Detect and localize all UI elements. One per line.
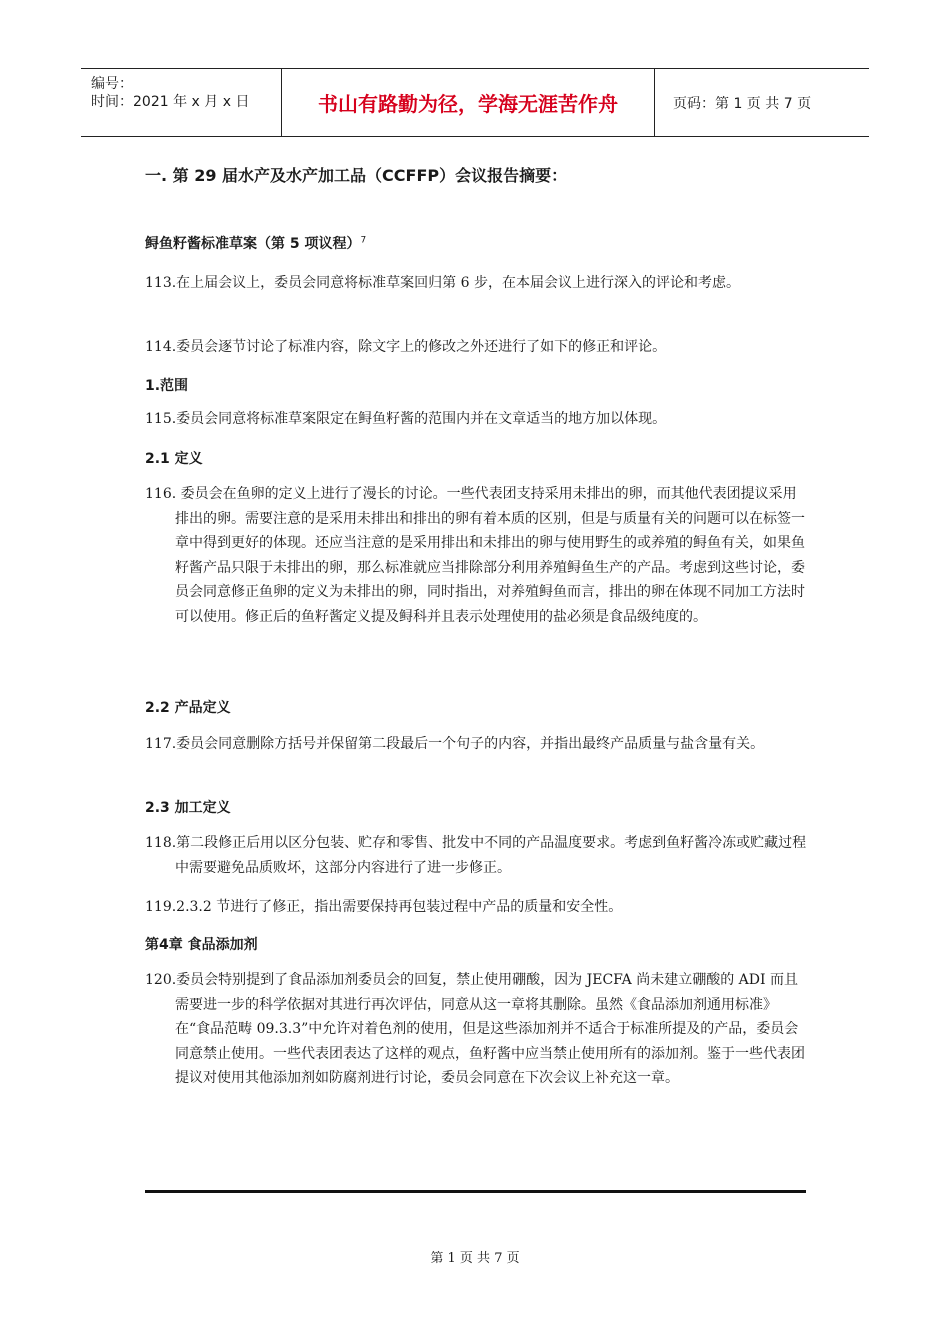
- heading-scope: 1.范围: [145, 378, 189, 394]
- paragraph-119: 119.2.3.2 节进行了修正，指出需要保持再包装过程中产品的质量和安全性。: [145, 899, 623, 915]
- paragraph-117: 117.委员会同意删除方括号并保留第二段最后一个句子的内容，并指出最终产品质量与盐含量有关。: [145, 736, 765, 752]
- heading-processing-definition: 2.3 加工定义: [145, 800, 231, 816]
- page-footer: 第 1 页 共 7 页: [430, 1251, 520, 1266]
- page-info-text: 页码：第 1 页 共 7 页: [673, 95, 812, 112]
- code-label: 编号：: [91, 76, 133, 92]
- paragraph-116: 116. 委员会在鱼卵的定义上进行了漫长的讨论。一些代表团支持采用未排出的卵，而其他代表团提议采用排出的卵。需要注意的是采用未排出和排出的卵有着本质的区别，但是与质量有关的问题可以在标签一章中得到更好的体现。还应当注意的是采用排出和未排出的卵与使用野生的或养殖的鲟鱼有关，如果鱼籽酱产品只限于未排出的卵，那么标准就应当排除部分利用养殖鲟鱼生产的产品。考虑到这些讨论，委员会同意修正鱼卵的定义为未排出的卵，同时指出，对养殖鲟鱼而言，排出的卵在体现不同加工方法时可以使用。修正后的鱼籽酱定义提及鲟科并且表示处理使用的盐必须是食品级纯度的。: [145, 486, 805, 625]
- section-heading: [145, 233, 366, 253]
- footer-divider: [145, 1190, 806, 1193]
- paragraph-118: 118.第二段修正后用以区分包装、贮存和零售、批发中不同的产品温度要求。考虑到鱼籽酱冷冻或贮藏过程中需要避免品质败坏，这部分内容进行了进一步修正。: [145, 835, 807, 876]
- heading-food-additives: 第4章 食品添加剂: [145, 937, 258, 953]
- header-meta: [81, 69, 282, 136]
- document-title: 一. 第 29 届水产及水产加工品（CCFFP）会议报告摘要：: [145, 166, 568, 185]
- date-label: 时间：2021 年 x 月 x 日: [91, 94, 250, 110]
- header-motto: 书山有路勤为径，学海无涯苦作舟: [282, 69, 655, 136]
- section-heading-text: 鲟鱼籽酱标准草案（第 5 项议程）: [145, 236, 361, 252]
- header-page-info: [665, 69, 869, 136]
- paragraph-115: 115.委员会同意将标准草案限定在鲟鱼籽酱的范围内并在文章适当的地方加以体现。: [145, 411, 667, 427]
- heading-product-definition: 2.2 产品定义: [145, 700, 231, 716]
- paragraph-113: 113.在上届会议上，委员会同意将标准草案回归第 6 步，在本届会议上进行深入的评论和考虑。: [145, 275, 740, 291]
- heading-definition: 2.1 定义: [145, 451, 203, 467]
- paragraph-120: 120.委员会特别提到了食品添加剂委员会的回复，禁止使用硼酸，因为 JECFA 尚未建立硼酸的 ADI 而且需要进一步的科学依据对其进行再次评估，同意从这一章将其删除。虽然《食品添加剂通用标准》在“食品范畴 09.3.3”中允许对着色剂的使用，但是这些添加剂并不适合于标准所提及的产品，委员会同意禁止使用。一些代表团表达了这样的观点，鱼籽酱中应当禁止使用所有的添加剂。鉴于一些代表团提议对使用其他添加剂如防腐剂进行讨论，委员会同意在下次会议上补充这一章。: [145, 972, 805, 1086]
- paragraph-114: 114.委员会逐节讨论了标准内容，除文字上的修改之外还进行了如下的修正和评论。: [145, 339, 667, 355]
- footnote-marker: 7: [360, 235, 367, 246]
- page-header: [81, 68, 869, 137]
